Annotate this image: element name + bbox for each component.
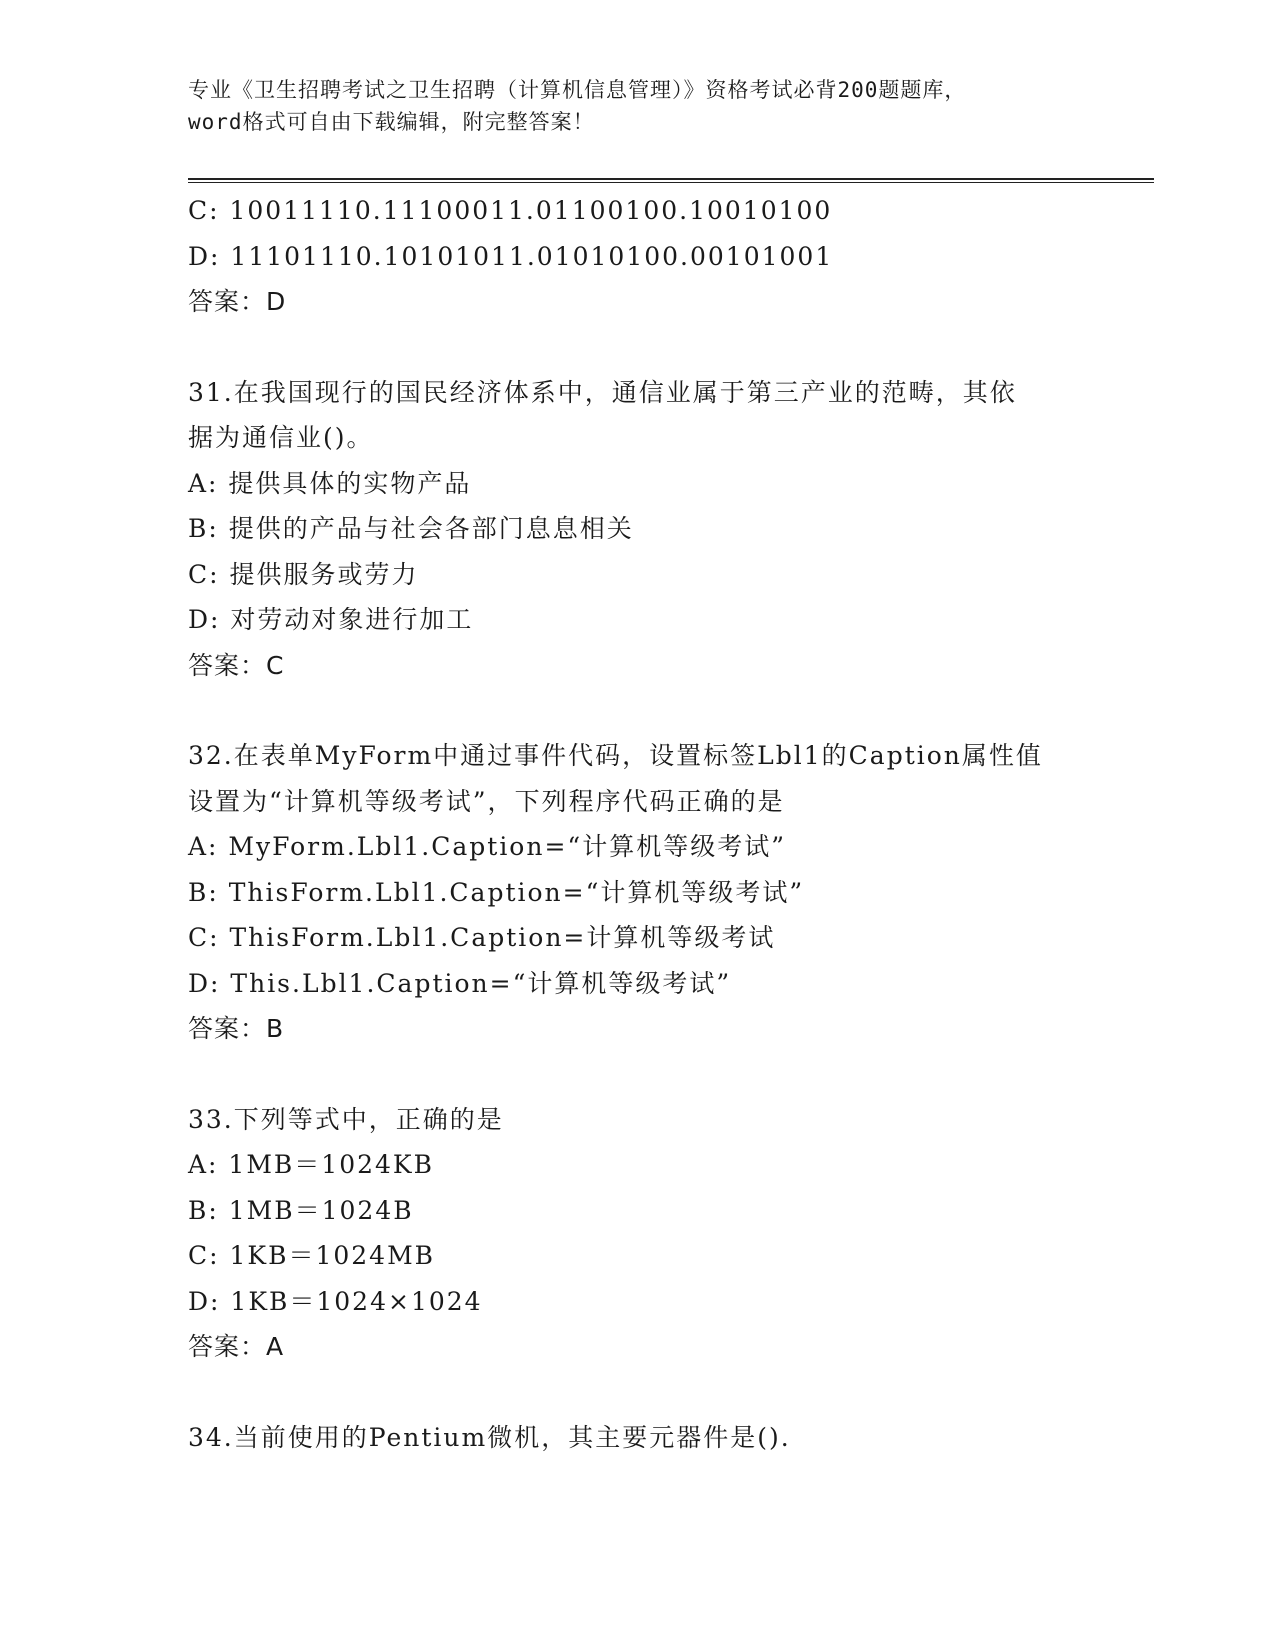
document-header — [188, 74, 1088, 138]
spacer — [188, 1052, 1148, 1097]
option-b: B: 提供的产品与社会各部门息息相关 — [188, 514, 634, 543]
question-34 — [188, 1415, 1148, 1461]
option-a: A: MyForm.Lbl1.Caption=“计算机等级考试” — [188, 832, 786, 861]
header-divider — [188, 178, 1154, 183]
question-stem: 设置为“计算机等级考试”，下列程序代码正确的是 — [188, 786, 785, 816]
question-31 — [188, 370, 1148, 689]
option-a: A: 1MB＝1024KB — [188, 1150, 434, 1179]
option-d: D: 对劳动对象进行加工 — [188, 605, 474, 634]
question-stem: 34.当前使用的Pentium微机，其主要元器件是(). — [188, 1422, 791, 1452]
question-stem: 32.在表单MyForm中通过事件代码，设置标签Lbl1的Caption属性值 — [188, 741, 1043, 770]
option-d: D: 11101110.10101011.01010100.00101001 — [188, 241, 834, 271]
answer-line: 答案：C — [188, 650, 285, 680]
option-c: C: 提供服务或劳力 — [188, 559, 419, 589]
question-33 — [188, 1097, 1148, 1370]
question-stem: 据为通信业()。 — [188, 423, 374, 452]
option-c: C: ThisForm.Lbl1.Caption=计算机等级考试 — [188, 923, 776, 952]
option-c: C: 10011110.11100011.01100100.10010100 — [188, 196, 833, 225]
option-a: A: 提供具体的实物产品 — [188, 468, 472, 498]
answer-line: 答案：D — [188, 287, 287, 316]
answer-line: 答案：A — [188, 1332, 285, 1361]
option-b: B: ThisForm.Lbl1.Caption=“计算机等级考试” — [188, 877, 805, 907]
spacer — [188, 688, 1148, 733]
prev-question — [188, 188, 1148, 325]
option-c: C: 1KB＝1024MB — [188, 1241, 436, 1270]
spacer — [188, 1370, 1148, 1415]
header-line-1: 专业《卫生招聘考试之卫生招聘（计算机信息管理）》资格考试必背200题题库， — [188, 78, 967, 102]
document-body — [188, 188, 1148, 1460]
header-line-2: word格式可自由下载编辑，附完整答案！ — [188, 110, 595, 134]
option-d: D: 1KB＝1024×1024 — [188, 1286, 483, 1316]
option-b: B: 1MB＝1024B — [188, 1195, 414, 1225]
question-32 — [188, 733, 1148, 1052]
option-d: D: This.Lbl1.Caption=“计算机等级考试” — [188, 968, 732, 998]
spacer — [188, 325, 1148, 370]
question-stem: 31.在我国现行的国民经济体系中，通信业属于第三产业的范畴，其依 — [188, 377, 1017, 407]
question-stem: 33.下列等式中，正确的是 — [188, 1104, 504, 1134]
answer-line: 答案：B — [188, 1014, 285, 1043]
